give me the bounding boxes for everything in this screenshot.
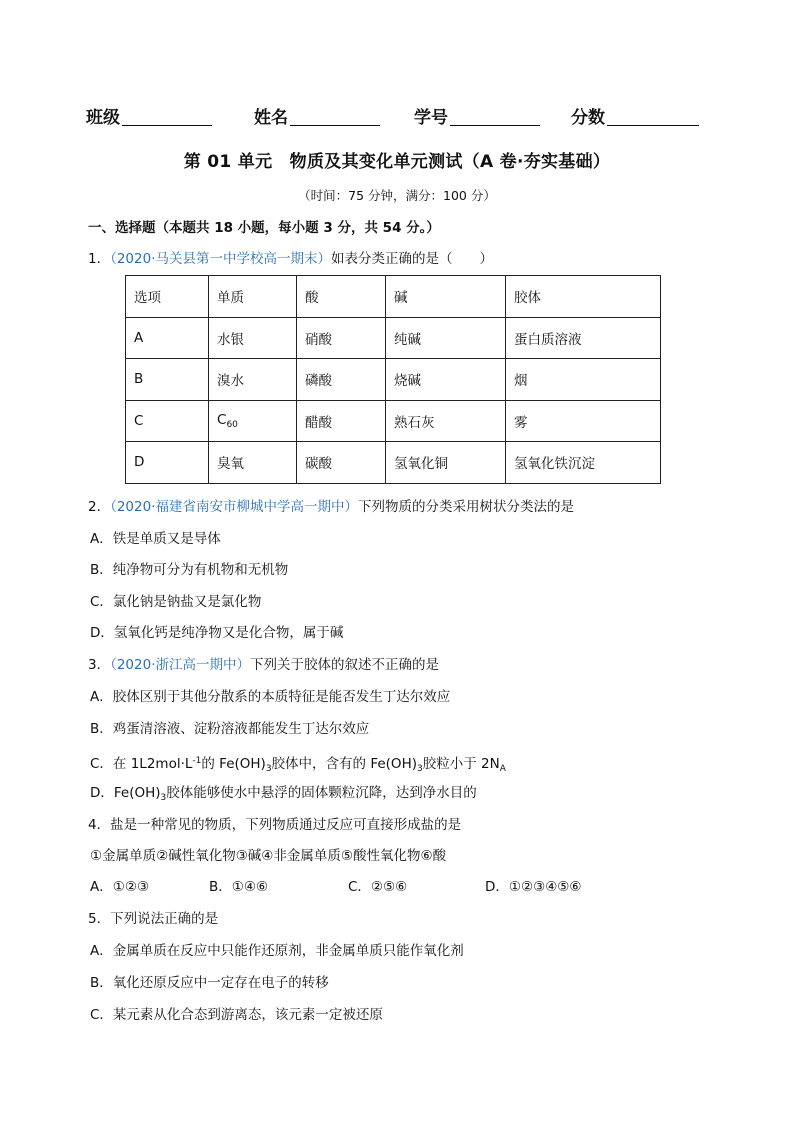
table-cell: 碳酸: [297, 442, 386, 484]
question-5: 5．下列说法正确的是: [88, 911, 219, 927]
q3-option-c[interactable]: [90, 752, 506, 778]
table-cell: 烧碱: [386, 359, 506, 401]
q4-options: [90, 878, 730, 896]
q4-option-b[interactable]: B．①④⑥: [209, 879, 269, 895]
table-row: [126, 317, 661, 359]
table-cell: 水银: [209, 317, 297, 359]
score-field: [571, 103, 699, 128]
q3c-superscript: -1: [192, 756, 202, 766]
question-2: [88, 498, 574, 516]
class-label: 班级: [86, 108, 120, 128]
q2-stem: 下列物质的分类采用树状分类法的是: [358, 499, 574, 515]
q2-number: 2．: [88, 499, 111, 515]
table-cell: 雾: [506, 400, 661, 442]
table-row: [126, 442, 661, 484]
q3-source: （2020·浙江高一期中）: [110, 657, 250, 673]
name-label: 姓名: [254, 108, 288, 128]
q5-option-c[interactable]: C．某元素从化合态到游离态，该元素一定被还原: [90, 1007, 383, 1023]
score-label: 分数: [571, 108, 605, 128]
q3c-subscript: A: [499, 764, 506, 774]
classification-table: [125, 275, 661, 484]
table-cell: 臭氧: [209, 442, 297, 484]
q2-option-d[interactable]: D．氢氧化钙是纯净物又是化合物，属于碱: [90, 625, 344, 641]
table-cell: B: [126, 359, 209, 401]
q2-option-c[interactable]: C．氯化钠是钠盐又是氯化物: [90, 594, 262, 610]
table-cell: 磷酸: [297, 359, 386, 401]
q3-stem: 下列关于胶体的叙述不正确的是: [250, 657, 439, 673]
table-cell: 熟石灰: [386, 400, 506, 442]
table-cell: 氢氧化铁沉淀: [506, 442, 661, 484]
q4-list: ①金属单质②碱性氧化物③碱④非金属单质⑤酸性氧化物⑥酸: [90, 848, 447, 864]
table-header-cell: 碱: [386, 276, 506, 318]
c60-symbol: C: [217, 411, 227, 428]
q3d-subscript: 3: [160, 793, 167, 803]
q2-option-b[interactable]: B．纯净物可分为有机物和无机物: [90, 562, 289, 578]
id-blank[interactable]: [450, 107, 540, 126]
question-4: 4．盐是一种常见的物质，下列物质通过反应可直接形成盐的是: [88, 817, 462, 833]
q3c-subscript: 3: [416, 764, 423, 774]
q4-option-a[interactable]: A．①②③: [90, 879, 150, 895]
table-cell-c60: [209, 400, 297, 442]
q1-number: 1．: [88, 251, 111, 267]
q1-source: （2020·马关县第一中学校高一期末）: [110, 251, 331, 267]
student-info-header: [86, 103, 716, 131]
table-row: [126, 359, 661, 401]
table-header-cell: 单质: [209, 276, 297, 318]
q3d-text: D．Fe(OH): [90, 785, 161, 801]
table-cell: 溴水: [209, 359, 297, 401]
q5-option-b[interactable]: B．氧化还原反应中一定存在电子的转移: [90, 975, 329, 991]
q3c-text: 的 Fe(OH): [201, 756, 266, 772]
q3c-subscript: 3: [265, 764, 272, 774]
q3-option-b[interactable]: B．鸡蛋清溶液、淀粉溶液都能发生丁达尔效应: [90, 721, 370, 737]
table-cell: 硝酸: [297, 317, 386, 359]
q3-number: 3．: [88, 657, 111, 673]
table-header-row: [126, 276, 661, 318]
q3c-text: C．在 1L2mol·L: [90, 756, 193, 772]
table-cell: 氢氧化铜: [386, 442, 506, 484]
table-header-cell: 胶体: [506, 276, 661, 318]
table-cell: 醋酸: [297, 400, 386, 442]
table-cell: 蛋白质溶液: [506, 317, 661, 359]
question-1: [88, 250, 493, 268]
q3-option-a[interactable]: A．胶体区别于其他分散系的本质特征是能否发生丁达尔效应: [90, 689, 451, 705]
question-3: [88, 656, 439, 674]
exam-duration: （时间：75 分钟，满分：100 分）: [298, 188, 496, 203]
q4-option-d[interactable]: D．①②③④⑤⑥: [485, 879, 582, 895]
name-blank[interactable]: [290, 107, 380, 126]
q2-source: （2020·福建省南安市柳城中学高一期中）: [110, 499, 358, 515]
class-blank[interactable]: [122, 107, 212, 126]
table-cell: 烟: [506, 359, 661, 401]
q3-option-d[interactable]: [90, 784, 477, 807]
page-title: 第 01 单元 物质及其变化单元测试（A 卷·夯实基础）: [183, 152, 611, 172]
q3d-text: 胶体能够使水中悬浮的固体颗粒沉降，达到净水目的: [166, 785, 477, 801]
q5-option-a[interactable]: A．金属单质在反应中只能作还原剂，非金属单质只能作氧化剂: [90, 943, 464, 959]
q1-stem: 如表分类正确的是（ ）: [331, 251, 493, 267]
c60-subscript: 60: [226, 419, 238, 430]
class-field: [86, 103, 212, 128]
table-cell: D: [126, 442, 209, 484]
table-cell: A: [126, 317, 209, 359]
q4-option-c[interactable]: C．②⑤⑥: [348, 879, 408, 895]
section-heading: 一、选择题（本题共 18 小题，每小题 3 分，共 54 分。）: [88, 220, 440, 236]
id-label: 学号: [414, 108, 448, 128]
q3c-text: 胶粒小于 2N: [422, 756, 500, 772]
score-blank[interactable]: [607, 107, 699, 126]
q2-option-a[interactable]: A．铁是单质又是导体: [90, 531, 221, 547]
table-header-cell: 选项: [126, 276, 209, 318]
table-cell: 纯碱: [386, 317, 506, 359]
name-field: [254, 103, 380, 128]
table-header-cell: 酸: [297, 276, 386, 318]
table-row: [126, 400, 661, 442]
table-cell: C: [126, 400, 209, 442]
q3c-text: 胶体中，含有的 Fe(OH): [271, 756, 417, 772]
id-field: [414, 103, 540, 128]
